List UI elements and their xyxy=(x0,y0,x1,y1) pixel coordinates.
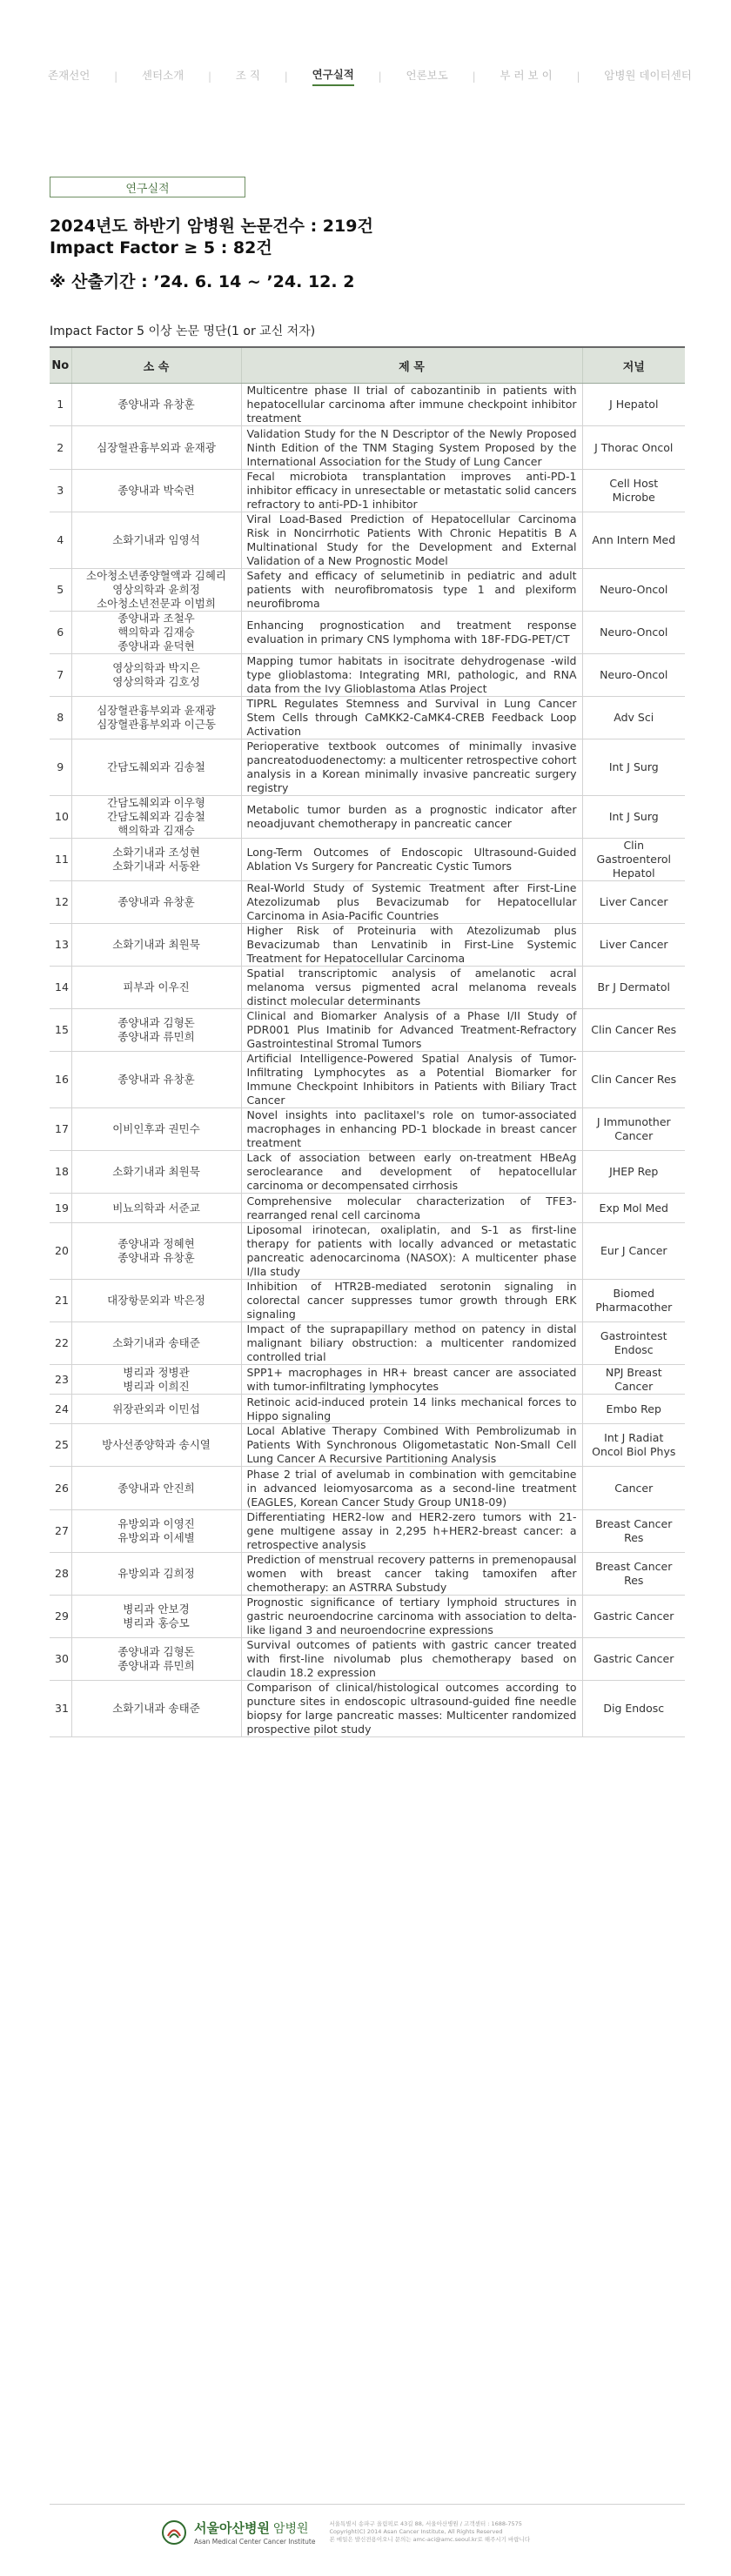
table-row xyxy=(50,1009,685,1052)
row-title: Liposomal irinotecan, oxaliplatin, and S-1 as first-line therapy for patients with locally advanced or metastatic pancreatic adenocarcinoma (NASOX): A multicenter phase I/IIa study xyxy=(241,1223,582,1280)
row-number: 1 xyxy=(50,384,71,426)
table-row xyxy=(50,384,685,426)
row-journal: Br J Dermatol xyxy=(582,967,685,1009)
table-row xyxy=(50,1108,685,1151)
row-affiliation: 간담도췌외과 이우형 간담도췌외과 김송철 핵의학과 김재승 xyxy=(71,796,241,839)
row-number: 24 xyxy=(50,1395,71,1424)
row-title: Impact of the suprapapillary method on patency in distal malignant biliary obstruction: a multicenter randomized controlled trial xyxy=(241,1322,582,1365)
row-number: 12 xyxy=(50,881,71,924)
row-number: 23 xyxy=(50,1365,71,1395)
table-row xyxy=(50,1467,685,1510)
row-title: Long-Term Outcomes of Endoscopic Ultrasound-Guided Ablation Vs Surgery for Pancreatic Cystic Tumors xyxy=(241,839,582,881)
row-affiliation: 병리과 안보경 병리과 홍승모 xyxy=(71,1596,241,1638)
row-affiliation: 간담도췌외과 김송철 xyxy=(71,739,241,796)
footer-divider xyxy=(50,2504,685,2505)
row-journal: Neuro-Oncol xyxy=(582,654,685,697)
row-title: Perioperative textbook outcomes of minimally invasive pancreatoduodenectomy: a multicenter retrospective cohort analysis in a Korean minimally invasive pancreatic surgery registry xyxy=(241,739,582,796)
row-number: 31 xyxy=(50,1681,71,1737)
row-affiliation: 소화기내과 송태준 xyxy=(71,1322,241,1365)
row-affiliation: 종양내과 박숙련 xyxy=(71,470,241,512)
table-header-row xyxy=(50,347,685,384)
row-affiliation: 유방외과 김희정 xyxy=(71,1553,241,1596)
row-affiliation: 소화기내과 최원묵 xyxy=(71,924,241,967)
row-number: 26 xyxy=(50,1467,71,1510)
row-journal: J Immunother Cancer xyxy=(582,1108,685,1151)
row-affiliation: 종양내과 김형돈 종양내과 류민희 xyxy=(71,1638,241,1681)
table-row xyxy=(50,697,685,739)
row-title: Survival outcomes of patients with gastric cancer treated with first-line nivolumab plus chemotherapy based on claudin 18.2 expression xyxy=(241,1638,582,1681)
brand-name-kr: 서울아산병원 xyxy=(194,2520,270,2536)
row-number: 27 xyxy=(50,1510,71,1553)
row-affiliation: 소화기내과 최원묵 xyxy=(71,1151,241,1194)
row-title: Inhibition of HTR2B-mediated serotonin signaling in colorectal cancer suppresses tumor growth through ERK signaling xyxy=(241,1280,582,1322)
row-number: 13 xyxy=(50,924,71,967)
row-affiliation: 소화기내과 송태준 xyxy=(71,1681,241,1737)
row-number: 17 xyxy=(50,1108,71,1151)
table-body xyxy=(50,384,685,1737)
table-row xyxy=(50,512,685,569)
table-row xyxy=(50,881,685,924)
nav-separator: | xyxy=(208,70,212,83)
table-row xyxy=(50,1194,685,1223)
table-row xyxy=(50,470,685,512)
table-row xyxy=(50,1681,685,1737)
header-journal: 저널 xyxy=(582,347,685,384)
row-number: 18 xyxy=(50,1151,71,1194)
table-row xyxy=(50,796,685,839)
row-title: Prediction of menstrual recovery patterns in premenopausal women with breast cancer taking tamoxifen after chemotherapy: an ASTRRA Substudy xyxy=(241,1553,582,1596)
row-number: 16 xyxy=(50,1052,71,1108)
row-title: Multicentre phase II trial of cabozantinib in patients with hepatocellular carcinoma after immune checkpoint inhibitor treatment xyxy=(241,384,582,426)
nav-item-6[interactable]: 부 러 보 이 xyxy=(500,69,553,82)
brand-name-en: Asan Medical Center Cancer Institute xyxy=(194,2538,316,2546)
footer xyxy=(161,2519,581,2546)
nav-item-5[interactable]: 언론보도 xyxy=(406,69,448,82)
row-journal: Gastrointest Endosc xyxy=(582,1322,685,1365)
table-row xyxy=(50,739,685,796)
row-title: Enhancing prognostication and treatment response evaluation in primary CNS lymphoma with 18F-FDG-PET/CT xyxy=(241,612,582,654)
row-number: 4 xyxy=(50,512,71,569)
row-journal: Gastric Cancer xyxy=(582,1596,685,1638)
table-row xyxy=(50,612,685,654)
row-affiliation: 병리과 정병관 병리과 이희진 xyxy=(71,1365,241,1395)
row-number: 14 xyxy=(50,967,71,1009)
row-title: Differentiating HER2-low and HER2-zero tumors with 21-gene multigene assay in 2,295 h+HER2-breast cancer: a retrospective analysis xyxy=(241,1510,582,1553)
nav-separator: | xyxy=(114,70,118,83)
row-number: 29 xyxy=(50,1596,71,1638)
row-journal: Int J Radiat Oncol Biol Phys xyxy=(582,1424,685,1467)
table-row xyxy=(50,924,685,967)
row-journal: Adv Sci xyxy=(582,697,685,739)
impact-factor-headline: Impact Factor ≥ 5 : 82건 xyxy=(50,238,272,258)
row-journal: Int J Surg xyxy=(582,739,685,796)
table-caption: Impact Factor 5 이상 논문 명단(1 or 교신 저자) xyxy=(50,325,316,338)
row-journal: Exp Mol Med xyxy=(582,1194,685,1223)
row-number: 25 xyxy=(50,1424,71,1467)
row-title: Metabolic tumor burden as a prognostic indicator after neoadjuvant chemotherapy in pancreatic cancer xyxy=(241,796,582,839)
nav-separator: | xyxy=(284,70,288,83)
table-row xyxy=(50,839,685,881)
row-number: 30 xyxy=(50,1638,71,1681)
row-journal: Liver Cancer xyxy=(582,881,685,924)
row-title: Fecal microbiota transplantation improves anti-PD-1 inhibitor efficacy in unresectable or metastatic solid cancers refractory to anti-PD-1 inhibitor xyxy=(241,470,582,512)
row-journal: J Hepatol xyxy=(582,384,685,426)
row-number: 15 xyxy=(50,1009,71,1052)
row-affiliation: 종양내과 유창훈 xyxy=(71,384,241,426)
hospital-logo-icon xyxy=(161,2519,187,2546)
header-title: 제 목 xyxy=(241,347,582,384)
nav-item-1[interactable]: 존재선언 xyxy=(48,69,91,82)
row-affiliation: 종양내과 정혜현 종양내과 유창훈 xyxy=(71,1223,241,1280)
table-row xyxy=(50,654,685,697)
table-row xyxy=(50,1395,685,1424)
nav-separator: | xyxy=(576,70,580,83)
paper-count-headline: 2024년도 하반기 암병원 논문건수 : 219건 xyxy=(50,217,373,236)
header-affiliation: 소 속 xyxy=(71,347,241,384)
row-journal: Cancer xyxy=(582,1467,685,1510)
section-label: 연구실적 xyxy=(50,177,245,197)
row-affiliation: 유방외과 이영진 유방외과 이세별 xyxy=(71,1510,241,1553)
publications-table xyxy=(50,346,685,1737)
row-journal: Gastric Cancer xyxy=(582,1638,685,1681)
row-journal: JHEP Rep xyxy=(582,1151,685,1194)
row-title: Phase 2 trial of avelumab in combination with gemcitabine in advanced leiomyosarcoma as a second-line treatment (EAGLES, Korean Cancer Study Group UN18-09) xyxy=(241,1467,582,1510)
row-journal: NPJ Breast Cancer xyxy=(582,1365,685,1395)
table-row xyxy=(50,426,685,470)
row-number: 8 xyxy=(50,697,71,739)
table-row xyxy=(50,1052,685,1108)
table-row xyxy=(50,1322,685,1365)
row-journal: Breast Cancer Res xyxy=(582,1553,685,1596)
row-journal: Neuro-Oncol xyxy=(582,612,685,654)
nav-separator: | xyxy=(378,70,382,83)
row-journal: Clin Cancer Res xyxy=(582,1052,685,1108)
row-title: TIPRL Regulates Stemness and Survival in Lung Cancer Stem Cells through CaMKK2-CaMK4-CREB Feedback Loop Activation xyxy=(241,697,582,739)
row-number: 9 xyxy=(50,739,71,796)
row-affiliation: 비뇨의학과 서준교 xyxy=(71,1194,241,1223)
row-affiliation: 이비인후과 권민수 xyxy=(71,1108,241,1151)
row-affiliation: 소화기내과 임영석 xyxy=(71,512,241,569)
row-title: Artificial Intelligence-Powered Spatial Analysis of Tumor-Infiltrating Lymphocytes as a Potential Biomarker for Immune Checkpoint Inhibitors in Patients with Biliary Tract Cancer xyxy=(241,1052,582,1108)
row-number: 10 xyxy=(50,796,71,839)
table-row xyxy=(50,1638,685,1681)
row-title: SPP1+ macrophages in HR+ breast cancer are associated with tumor-infiltrating lymphocytes xyxy=(241,1365,582,1395)
row-affiliation: 종양내과 유창훈 xyxy=(71,1052,241,1108)
top-navigation xyxy=(48,66,692,86)
row-journal: Clin Gastroenterol Hepatol xyxy=(582,839,685,881)
hospital-logo-text xyxy=(194,2519,315,2546)
row-affiliation: 위장관외과 이민섭 xyxy=(71,1395,241,1424)
row-journal: Int J Surg xyxy=(582,796,685,839)
nav-separator: | xyxy=(472,70,476,83)
row-journal: Biomed Pharmacother xyxy=(582,1280,685,1322)
row-journal: Clin Cancer Res xyxy=(582,1009,685,1052)
row-affiliation: 심장혈관흉부외과 윤재광 심장혈관흉부외과 이근동 xyxy=(71,697,241,739)
row-title: Higher Risk of Proteinuria with Atezolizumab plus Bevacizumab than Lenvatinib in First-Line Systemic Treatment for Hepatocellular Carcinoma xyxy=(241,924,582,967)
brand-name-kr-sub: 암병원 xyxy=(272,2522,309,2536)
row-title: Novel insights into paclitaxel's role on tumor-associated macrophages in enhancing PD-1 blockade in breast cancer treatment xyxy=(241,1108,582,1151)
period-headline: ※ 산출기간 : ’24. 6. 14 ~ ’24. 12. 2 xyxy=(50,272,355,291)
row-journal: Liver Cancer xyxy=(582,924,685,967)
row-affiliation: 종양내과 조철우 핵의학과 김재승 종양내과 윤덕현 xyxy=(71,612,241,654)
row-journal: J Thorac Oncol xyxy=(582,426,685,470)
row-affiliation: 종양내과 김형돈 종양내과 류민희 xyxy=(71,1009,241,1052)
table-row xyxy=(50,1223,685,1280)
table-row xyxy=(50,1510,685,1553)
row-number: 11 xyxy=(50,839,71,881)
row-title: Spatial transcriptomic analysis of amelanotic acral melanoma versus pigmented acral melanoma reveals distinct molecular determinants xyxy=(241,967,582,1009)
row-title: Retinoic acid-induced protein 14 links mechanical forces to Hippo signaling xyxy=(241,1395,582,1424)
row-journal: Eur J Cancer xyxy=(582,1223,685,1280)
row-title: Viral Load-Based Prediction of Hepatocellular Carcinoma Risk in Noncirrhotic Patients With Chronic Hepatitis B A Multinational Study for the Development and External Validation of a New Prognostic Model xyxy=(241,512,582,569)
row-number: 21 xyxy=(50,1280,71,1322)
nav-item-7[interactable]: 암병원 데이터센터 xyxy=(604,69,692,82)
row-title: Real-World Study of Systemic Treatment after First-Line Atezolizumab plus Bevacizumab for Hepatocellular Carcinoma in Asia-Pacific Countries xyxy=(241,881,582,924)
table-row xyxy=(50,1151,685,1194)
row-journal: Neuro-Oncol xyxy=(582,569,685,612)
row-number: 6 xyxy=(50,612,71,654)
nav-item-2[interactable]: 센터소개 xyxy=(141,69,184,82)
row-affiliation: 심장혈관흉부외과 윤재광 xyxy=(71,426,241,470)
row-affiliation: 소화기내과 조성현 소화기내과 서동완 xyxy=(71,839,241,881)
row-affiliation: 종양내과 유창훈 xyxy=(71,881,241,924)
row-number: 2 xyxy=(50,426,71,470)
table-row xyxy=(50,1424,685,1467)
row-title: Safety and efficacy of selumetinib in pediatric and adult patients with neurofibromatosis type 1 and plexiform neurofibroma xyxy=(241,569,582,612)
nav-item-3[interactable]: 조 직 xyxy=(235,69,260,82)
row-journal: Cell Host Microbe xyxy=(582,470,685,512)
row-title: Mapping tumor habitats in isocitrate dehydrogenase -wild type glioblastoma: Integrating MRI, pathologic, and RNA data from the Ivy Glioblastoma Atlas Project xyxy=(241,654,582,697)
row-journal: Ann Intern Med xyxy=(582,512,685,569)
row-journal: Embo Rep xyxy=(582,1395,685,1424)
row-affiliation: 영상의학과 박지은 영상의학과 김호성 xyxy=(71,654,241,697)
table-row xyxy=(50,1553,685,1596)
row-affiliation: 방사선종양학과 송시열 xyxy=(71,1424,241,1467)
row-number: 5 xyxy=(50,569,71,612)
row-number: 20 xyxy=(50,1223,71,1280)
table-row xyxy=(50,967,685,1009)
row-journal: Dig Endosc xyxy=(582,1681,685,1737)
row-title: Comprehensive molecular characterization of TFE3-rearranged renal cell carcinoma xyxy=(241,1194,582,1223)
table-row xyxy=(50,1596,685,1638)
row-number: 28 xyxy=(50,1553,71,1596)
row-affiliation: 종양내과 안진희 xyxy=(71,1467,241,1510)
row-title: Clinical and Biomarker Analysis of a Phase I/II Study of PDR001 Plus Imatinib for Advanced Treatment-Refractory Gastrointestinal Stromal Tumors xyxy=(241,1009,582,1052)
nav-item-4[interactable]: 연구실적 xyxy=(312,66,354,86)
row-title: Comparison of clinical/histological outcomes according to puncture sites in endoscopic ultrasound-guided fine needle biopsy for large pancreatic masses: Multicenter randomized prospective pilot study xyxy=(241,1681,582,1737)
table-row xyxy=(50,1365,685,1395)
header-no: No xyxy=(50,347,71,384)
row-journal: Breast Cancer Res xyxy=(582,1510,685,1553)
row-title: Validation Study for the N Descriptor of the Newly Proposed Ninth Edition of the TNM Staging System Proposed by the International Association for the Study of Lung Cancer xyxy=(241,426,582,470)
row-number: 22 xyxy=(50,1322,71,1365)
row-affiliation: 소아청소년종양혈액과 김혜리 영상의학과 윤희정 소아청소년전문과 이범희 xyxy=(71,569,241,612)
row-title: Lack of association between early on-treatment HBeAg seroclearance and development of hepatocellular carcinoma or decompensated cirrhosis xyxy=(241,1151,582,1194)
row-title: Local Ablative Therapy Combined With Pembrolizumab in Patients With Synchronous Oligometastatic Non-Small Cell Lung Cancer A Recursive Partitioning Analysis xyxy=(241,1424,582,1467)
row-affiliation: 피부과 이우진 xyxy=(71,967,241,1009)
row-number: 19 xyxy=(50,1194,71,1223)
footer-contact-info: 서울특별시 송파구 올림픽로 43길 88, 서울아산병원 / 고객센터 : 1688-7575 Copyright(C) 2014 Asan Cancer Institute, All Rights Reserved 본 메일은 발신전용이오니 문의는 amc-aci@amc.seoul.kr로 해주시기 바랍니다 xyxy=(329,2520,531,2543)
table-row xyxy=(50,1280,685,1322)
row-affiliation: 대장항문외과 박은정 xyxy=(71,1280,241,1322)
row-number: 7 xyxy=(50,654,71,697)
row-number: 3 xyxy=(50,470,71,512)
table-row xyxy=(50,569,685,612)
row-title: Prognostic significance of tertiary lymphoid structures in gastric neuroendocrine carcinoma with association to delta-like ligand 3 and neuroendocrine expressions xyxy=(241,1596,582,1638)
